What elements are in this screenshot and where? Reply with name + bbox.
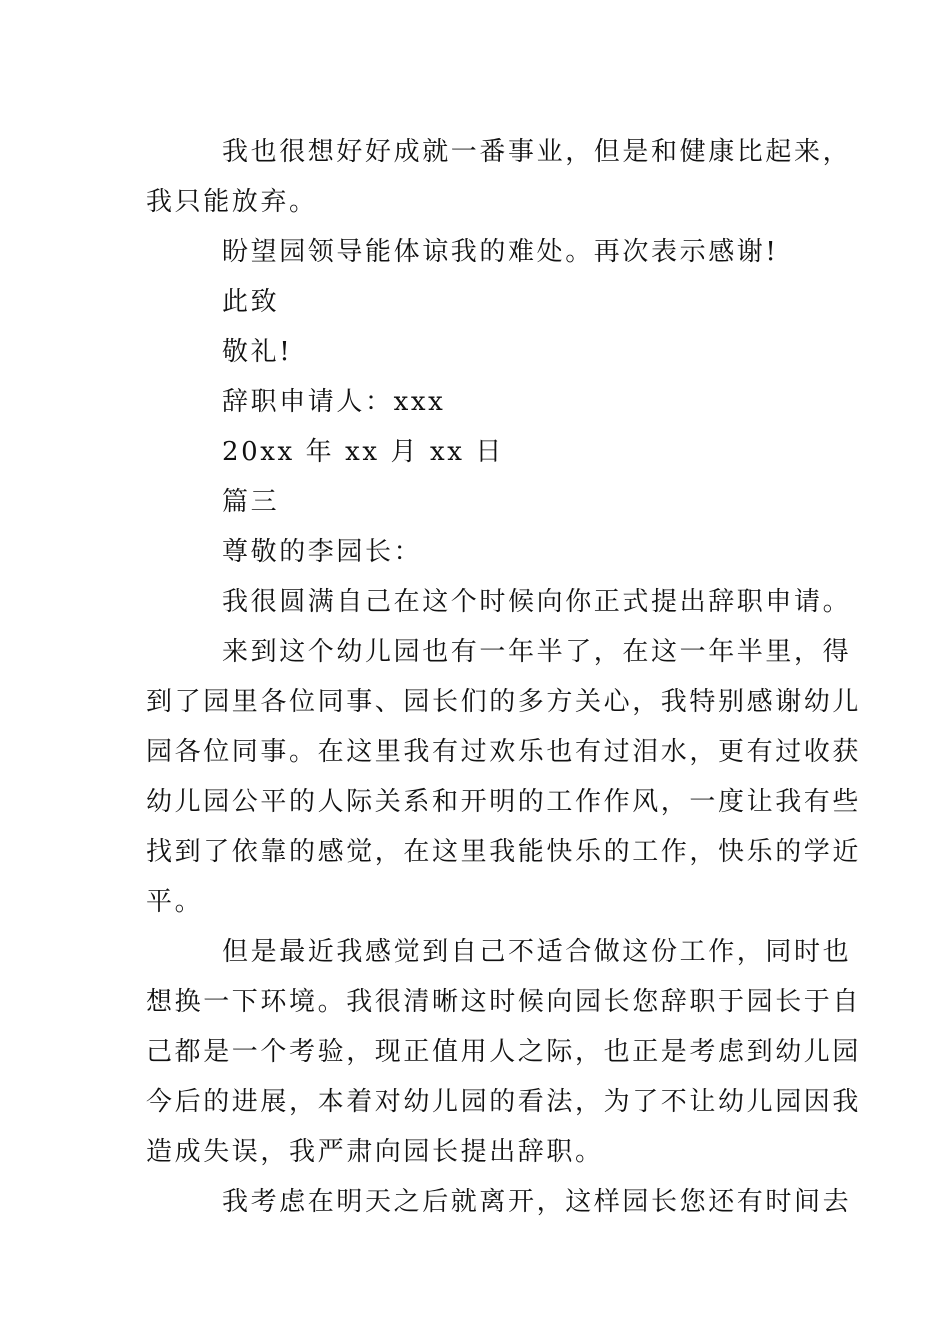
paragraph-line: 找到了依靠的感觉，在这里我能快乐的工作，快乐的学近: [146, 837, 862, 867]
paragraph-line: 我只能放弃。: [146, 187, 318, 217]
paragraph-line: 己都是一个考验，现正值用人之际，也正是考虑到幼儿园: [146, 1037, 862, 1067]
paragraph-line: 我也很想好好成就一番事业，但是和健康比起来，: [222, 137, 852, 167]
paragraph-line: 想换一下环境。我很清晰这时候向园长您辞职于园长于自: [146, 987, 862, 1017]
paragraph-line: 今后的进展，本着对幼儿园的看法，为了不让幼儿园因我: [146, 1087, 862, 1117]
paragraph-line: 来到这个幼儿园也有一年半了，在这一年半里，得: [222, 637, 852, 667]
paragraph-line: 我考虑在明天之后就离开，这样园长您还有时间去: [222, 1187, 852, 1217]
paragraph-line: 园各位同事。在这里我有过欢乐也有过泪水，更有过收获: [146, 737, 862, 767]
paragraph-line: 造成失误，我严肃向园长提出辞职。: [146, 1137, 604, 1167]
date-line: 20xx 年 xx 月 xx 日: [222, 437, 504, 467]
greeting-line: 尊敬的李园长：: [222, 537, 423, 567]
closing-line: 此致: [222, 287, 280, 317]
paragraph-line: 但是最近我感觉到自己不适合做这份工作，同时也: [222, 937, 852, 967]
section-heading: 篇三: [222, 487, 280, 517]
paragraph-line: 盼望园领导能体谅我的难处。再次表示感谢!: [222, 237, 779, 267]
paragraph-line: 平。: [146, 887, 204, 917]
paragraph-line: 我很圆满自己在这个时候向你正式提出辞职申请。: [222, 587, 852, 617]
paragraph-line: 到了园里各位同事、园长们的多方关心，我特别感谢幼儿: [146, 687, 862, 717]
signature-line: 辞职申请人：xxx: [222, 387, 446, 417]
salutation-line: 敬礼!: [222, 337, 293, 367]
paragraph-line: 幼儿园公平的人际关系和开明的工作作风，一度让我有些: [146, 787, 862, 817]
